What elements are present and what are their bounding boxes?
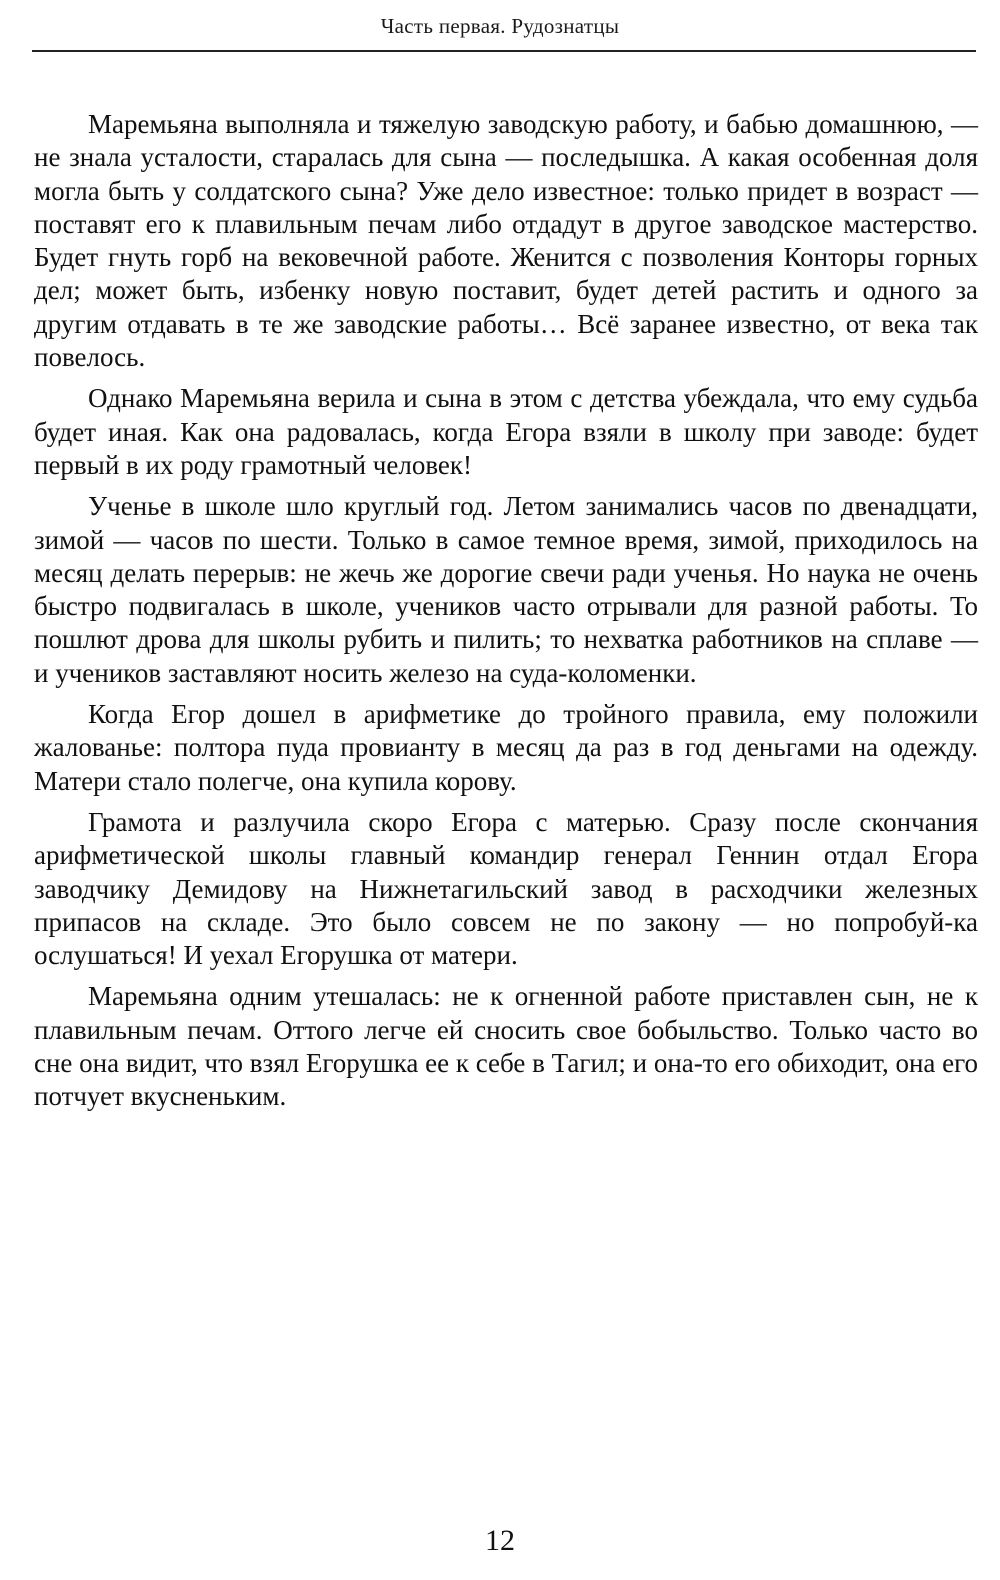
paragraph-5: Грамота и разлучила скоро Егора с матерью. Сразу после скончания арифметической школы главный командир генерал Геннин отдал Егора заводчику Демидову на Нижнетагильский завод в расходчики железных припасов на складе. Это было совсем не по закону — но попробуй-ка ослушаться! И уехал Егорушка от матери. xyxy=(34,806,978,971)
paragraph-4: Когда Егор дошел в арифметике до тройного правила, ему положили жалованье: полтора пуда провианту в месяц да раз в год деньгами на одежду. Матери стало полегче, она купила корову. xyxy=(34,699,978,796)
text-body xyxy=(34,108,978,1122)
page-number: 12 xyxy=(485,1524,515,1557)
paragraph-1: Маремьяна выполняла и тяжелую заводскую работу, и бабью домашнюю, — не знала усталости, старалась для сына — последышка. А какая особенная доля могла быть у солдатского сына? Уже дело известное: только придет в возраст — поставят его к плавильным печам либо отдадут в другое заводское мастерство. Будет гнуть горб на вековечной работе. Женится с позволения Конторы горных дел; может быть, избенку новую поставит, будет детей растить и одного за другим отдавать в те же заводские работы… Всё заранее известно, от века так повелось. xyxy=(34,109,978,373)
paragraph-3: Ученье в школе шло круглый год. Летом занимались часов по двенадцати, зимой — часов по шести. Только в самое темное время, зимой, приходилось на месяц делать перерыв: не жечь же дорогие свечи ради ученья. Но наука не очень быстро подвигалась в школе, учеников часто отрывали для разной работы. То пошлют дрова для школы рубить и пилить; то нехватка работников на сплаве — и учеников заставляют носить железо на суда-коломенки. xyxy=(34,491,978,688)
header-rule xyxy=(32,50,976,52)
running-head-title: Часть первая. Рудознатцы xyxy=(380,14,620,38)
paragraph-2: Однако Маремьяна верила и сына в этом с детства убеждала, что ему судьба будет иная. Как она радовалась, когда Егора взяли в школу при заводе: будет первый в их роду грамотный человек! xyxy=(34,383,978,480)
paragraph-6: Маремьяна одним утешалась: не к огненной работе приставлен сын, не к плавильным печам. Оттого легче ей сносить свое бобыльство. Только часто во сне она видит, что взял Егорушка ее к себе в Тагил; и она-то его обиходит, она его потчует вкусненьким. xyxy=(34,981,979,1112)
